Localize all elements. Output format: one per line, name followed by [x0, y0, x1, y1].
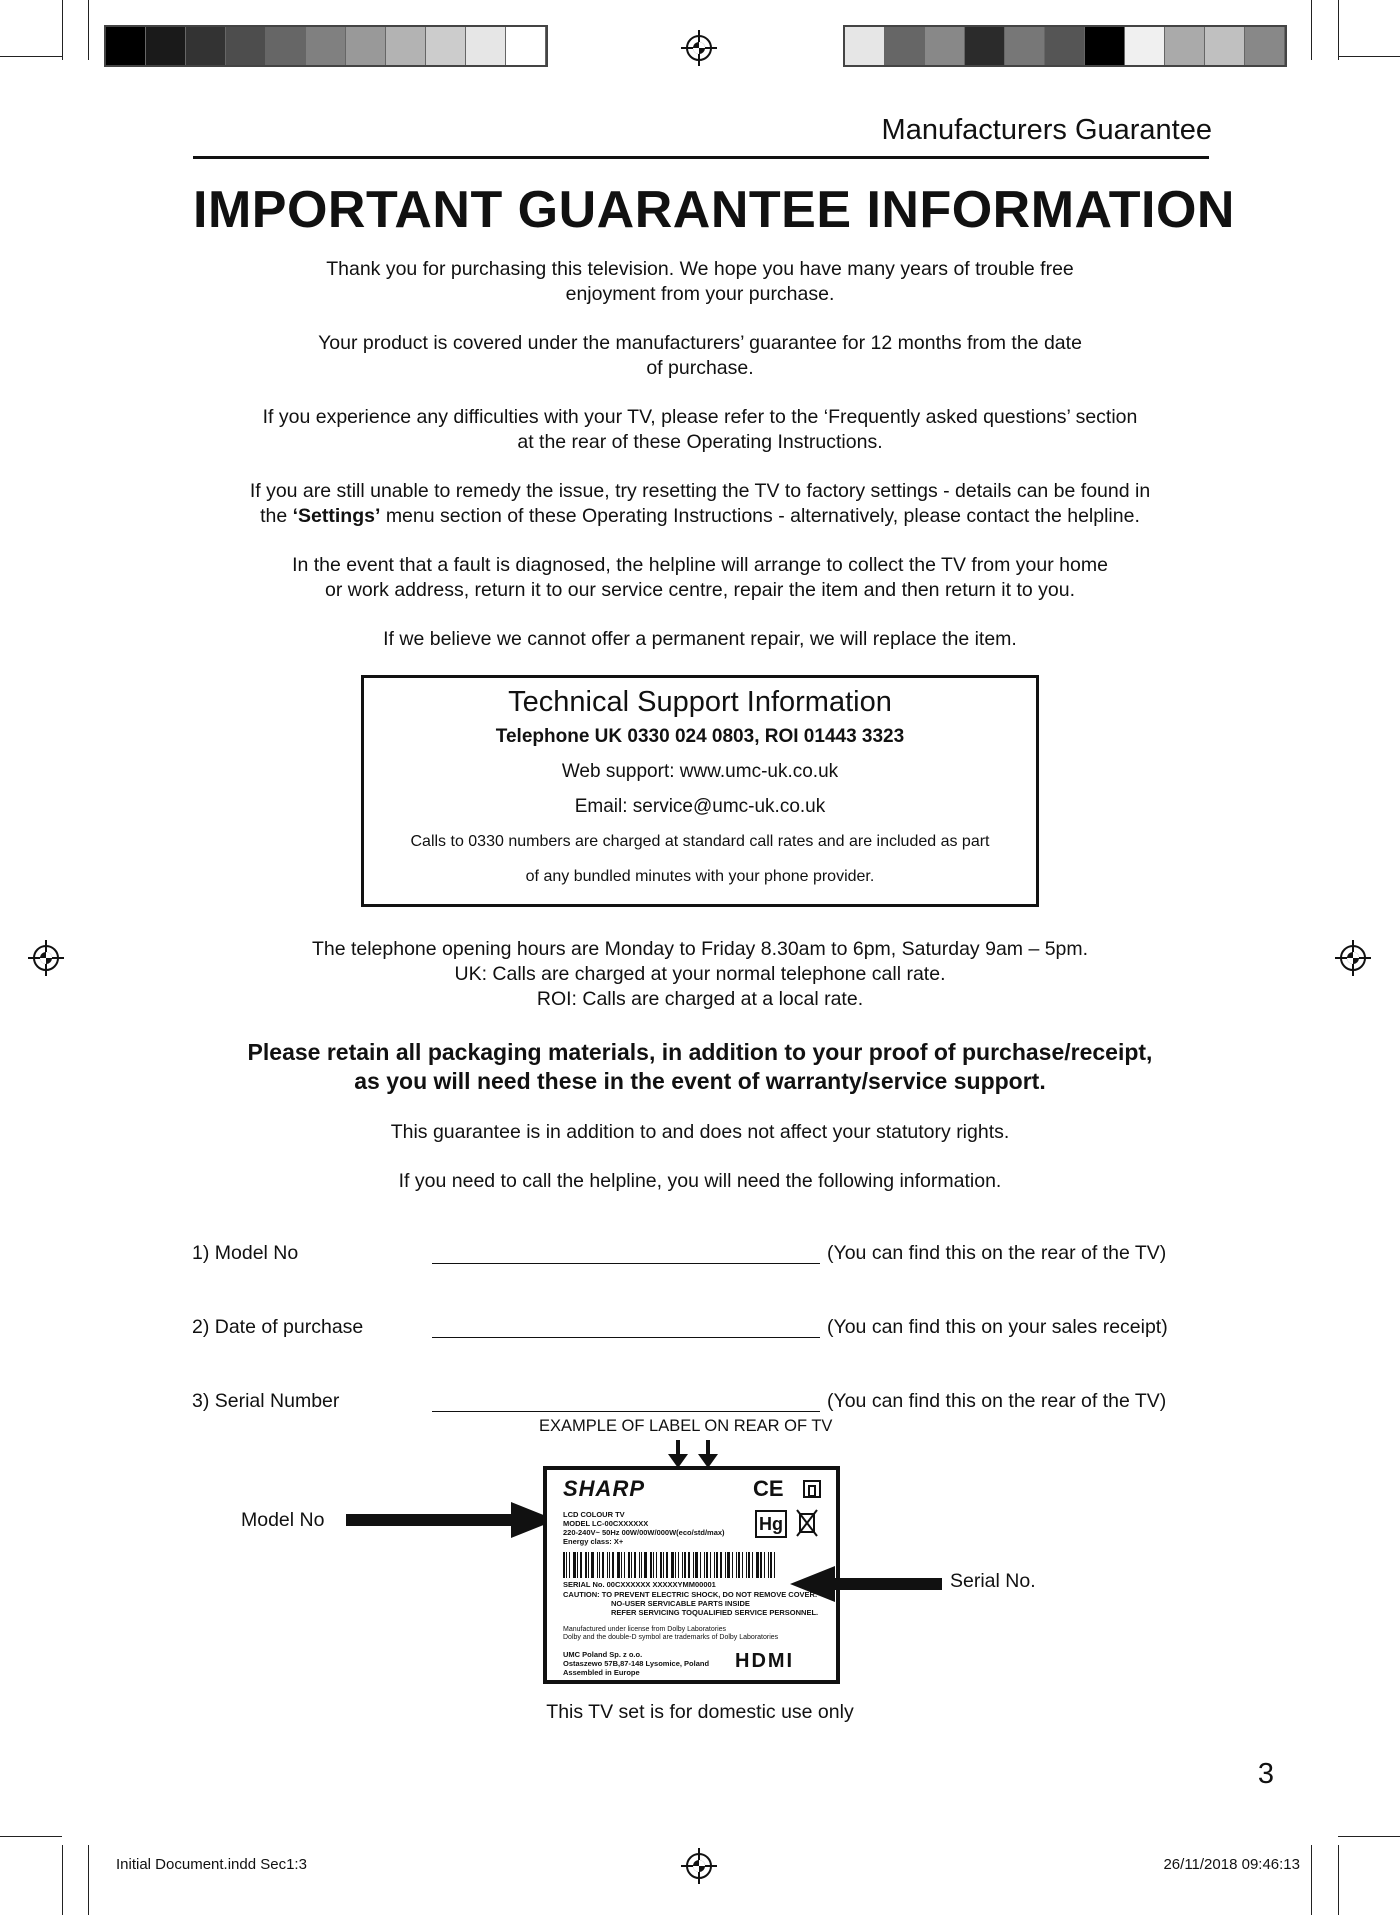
barcode-bar — [644, 1552, 647, 1578]
barcode-bar — [748, 1552, 750, 1578]
barcode-bar — [671, 1552, 674, 1578]
fault-paragraph — [160, 553, 1240, 603]
serial-number-label: 3) Serial Number — [192, 1390, 340, 1412]
registration-mark-icon — [1335, 940, 1371, 976]
barcode-bar — [573, 1552, 576, 1578]
crop-mark — [1338, 1845, 1339, 1915]
color-swatch — [106, 27, 146, 65]
barcode-bar — [639, 1552, 640, 1578]
label-line: 220-240V~ 50Hz 00W/00W/000W(eco/std/max) — [563, 1528, 725, 1537]
barcode-bar — [738, 1552, 740, 1578]
faq-paragraph — [160, 405, 1240, 455]
maker-line: Ostaszewo 57B,87-148 Lysomice, Poland — [563, 1659, 710, 1668]
text-line: at the rear of these Operating Instructions. — [517, 431, 883, 453]
barcode-bar — [621, 1552, 622, 1578]
maker-line: UMC Poland Sp. z o.o. — [563, 1650, 643, 1659]
caution-line: NO-USER SERVICABLE PARTS INSIDE — [611, 1599, 750, 1608]
barcode-bar — [700, 1552, 701, 1578]
barcode-bar — [756, 1552, 759, 1578]
caution-line: REFER SERVICING TOQUALIFIED SERVICE PERSONNEL. — [611, 1608, 819, 1617]
text-line: as you will need these in the event of warranty/service support. — [354, 1068, 1046, 1094]
text-line: Please retain all packaging materials, in addition to your proof of purchase/receipt, — [247, 1039, 1153, 1065]
barcode-bar — [597, 1552, 598, 1578]
model-no-label: 1) Model No — [192, 1242, 299, 1264]
barcode-bar — [660, 1552, 662, 1578]
color-swatch — [266, 27, 306, 65]
model-no-field[interactable] — [432, 1263, 820, 1264]
barcode-bar — [617, 1552, 620, 1578]
crop-mark — [1311, 0, 1312, 60]
color-swatch — [186, 27, 226, 65]
barcode-bar — [628, 1552, 630, 1578]
domestic-use-note: This TV set is for domestic use only — [546, 1701, 854, 1723]
crop-mark — [1338, 0, 1339, 60]
purchase-date-label: 2) Date of purchase — [192, 1316, 364, 1338]
barcode-bar — [607, 1552, 608, 1578]
dolby-line: Manufactured under license from Dolby Laboratories — [563, 1626, 727, 1633]
support-email: Email: service@umc-uk.co.uk — [574, 796, 826, 817]
color-swatch — [1005, 27, 1045, 65]
serial-number-hint: (You can find this on the rear of the TV) — [827, 1390, 1167, 1412]
color-swatch — [346, 27, 386, 65]
barcode-bar — [768, 1552, 769, 1578]
text-line: If you experience any difficulties with your TV, please refer to the ‘Frequently asked questions’ section — [262, 406, 1138, 428]
footer-timestamp: 26/11/2018 09:46:13 — [1163, 1856, 1300, 1873]
color-swatch — [226, 27, 266, 65]
color-swatch — [1045, 27, 1085, 65]
barcode-bar — [588, 1552, 589, 1578]
barcode-bar — [706, 1552, 708, 1578]
color-swatch — [1205, 27, 1245, 65]
support-note: Calls to 0330 numbers are charged at standard call rates and are included as part — [410, 833, 990, 850]
weee-bin-icon — [795, 1508, 819, 1538]
color-swatch — [1125, 27, 1165, 65]
text-line: ROI: Calls are charged at a local rate. — [536, 988, 864, 1010]
hdmi-logo: HDMI — [735, 1650, 795, 1672]
barcode-bar — [563, 1552, 565, 1578]
intro-paragraph — [160, 257, 1240, 307]
opening-hours — [160, 937, 1240, 1012]
barcode-bar — [641, 1552, 642, 1578]
barcode-bar — [609, 1552, 610, 1578]
barcode-bar — [760, 1552, 762, 1578]
serial-no-callout: Serial No. — [950, 1570, 1036, 1592]
barcode-bar — [650, 1552, 652, 1578]
color-swatch — [506, 27, 546, 65]
crop-mark — [62, 1845, 63, 1915]
footer-file-info: Initial Document.indd Sec1:3 — [116, 1856, 307, 1873]
barcode-bar — [591, 1552, 594, 1578]
barcode-bar — [599, 1552, 600, 1578]
barcode-bar — [695, 1552, 698, 1578]
text-line: In the event that a fault is diagnosed, the helpline will arrange to collect the TV from your home — [292, 554, 1108, 576]
text-line: The telephone opening hours are Monday to Friday 8.30am to 6pm, Saturday 9am – 5pm. — [311, 938, 1089, 960]
dolby-line: Dolby and the double-D symbol are trademarks of Dolby Laboratories — [563, 1634, 779, 1641]
barcode-bar — [752, 1552, 753, 1578]
support-note: of any bundled minutes with your phone provider. — [525, 868, 875, 885]
crop-mark — [62, 0, 63, 60]
barcode-bar — [774, 1552, 775, 1578]
retain-packaging-notice — [160, 1038, 1240, 1096]
helpline-info: If you need to call the helpline, you will need the following information. — [398, 1170, 1002, 1192]
registration-mark-icon — [681, 1848, 717, 1884]
text-line: enjoyment from your purchase. — [565, 283, 835, 305]
serial-number-field[interactable] — [432, 1411, 820, 1412]
text-line: If we believe we cannot offer a permanent repair, we will replace the item. — [383, 628, 1017, 650]
replace-paragraph — [160, 627, 1240, 652]
label-line: LCD COLOUR TV — [563, 1510, 625, 1519]
crop-mark — [0, 56, 62, 57]
maker-line: Assembled in Europe — [563, 1668, 640, 1677]
color-swatch — [426, 27, 466, 65]
caution-line: CAUTION: TO PREVENT ELECTRIC SHOCK, DO NOT REMOVE COVER. — [563, 1590, 818, 1599]
barcode-bar — [693, 1552, 694, 1578]
barcode-bar — [566, 1552, 567, 1578]
section-title: Manufacturers Guarantee — [881, 114, 1212, 146]
barcode-bar — [580, 1552, 582, 1578]
barcode-bar — [736, 1552, 737, 1578]
support-web: Web support: www.umc-uk.co.uk — [561, 761, 839, 782]
crop-mark — [0, 1836, 62, 1837]
reset-paragraph — [160, 479, 1240, 529]
text-line: the ‘Settings’ menu section of these Operating Instructions - alternatively, please contact the helpline. — [260, 505, 1140, 527]
color-swatch — [925, 27, 965, 65]
color-calibration-bar-right — [843, 25, 1287, 67]
barcode-bar — [727, 1552, 730, 1578]
color-swatch — [845, 27, 885, 65]
barcode-bar — [682, 1552, 683, 1578]
model-no-hint: (You can find this on the rear of the TV) — [827, 1242, 1167, 1264]
color-swatch — [1245, 27, 1285, 65]
barcode-bar — [710, 1552, 711, 1578]
barcode-bar — [716, 1552, 718, 1578]
color-swatch — [1085, 27, 1125, 65]
class-ii-icon — [803, 1480, 821, 1498]
barcode-bar — [631, 1552, 632, 1578]
mercury-icon: Hg — [755, 1510, 787, 1538]
purchase-date-field[interactable] — [432, 1337, 820, 1338]
barcode-bar — [678, 1552, 679, 1578]
barcode-bar — [634, 1552, 636, 1578]
registration-mark-icon — [681, 30, 717, 66]
barcode-bar — [746, 1552, 747, 1578]
barcode-bar — [770, 1552, 772, 1578]
support-telephone: Telephone UK 0330 024 0803, ROI 01443 3323 — [495, 726, 905, 747]
serial-barcode — [563, 1552, 803, 1578]
statutory-rights: This guarantee is in addition to and does not affect your statutory rights. — [390, 1121, 1010, 1143]
purchase-date-hint: (You can find this on your sales receipt) — [827, 1316, 1168, 1338]
settings-term: ‘Settings’ — [292, 505, 381, 527]
technical-support-box — [361, 675, 1039, 907]
crop-mark — [88, 0, 89, 60]
label-example-caption: EXAMPLE OF LABEL ON REAR OF TV — [539, 1417, 833, 1435]
crop-mark — [1311, 1845, 1312, 1915]
crop-mark — [1338, 1836, 1400, 1837]
barcode-bar — [684, 1552, 686, 1578]
model-no-callout: Model No — [241, 1509, 325, 1531]
text-line: UK: Calls are charged at your normal telephone call rate. — [454, 963, 946, 985]
text-line: Thank you for purchasing this television. We hope you have many years of trouble free — [326, 258, 1074, 280]
barcode-bar — [675, 1552, 676, 1578]
barcode-bar — [577, 1552, 578, 1578]
page-title: IMPORTANT GUARANTEE INFORMATION — [193, 181, 1235, 239]
barcode-bar — [585, 1552, 587, 1578]
color-swatch — [306, 27, 346, 65]
arrow-right-icon — [346, 1502, 556, 1538]
text-line: Your product is covered under the manufacturers’ guarantee for 12 months from the date — [318, 332, 1082, 354]
text-line: If you are still unable to remedy the issue, try resetting the TV to factory settings - details can be found in — [249, 480, 1151, 502]
barcode-bar — [602, 1552, 604, 1578]
barcode-bar — [704, 1552, 705, 1578]
color-swatch — [466, 27, 506, 65]
color-swatch — [146, 27, 186, 65]
barcode-bar — [720, 1552, 722, 1578]
registration-mark-icon — [28, 940, 64, 976]
barcode-bar — [688, 1552, 690, 1578]
crop-mark — [1338, 56, 1400, 57]
crop-mark — [88, 1845, 89, 1915]
barcode-bar — [742, 1552, 743, 1578]
barcode-bar — [725, 1552, 726, 1578]
guarantee-paragraph — [160, 331, 1240, 381]
barcode-bar — [569, 1552, 570, 1578]
color-calibration-bar-left — [104, 25, 548, 67]
barcode-bar — [653, 1552, 654, 1578]
barcode-bar — [612, 1552, 614, 1578]
support-title: Technical Support Information — [508, 686, 892, 718]
text-line: of purchase. — [646, 357, 754, 379]
page-number: 3 — [1257, 1758, 1274, 1790]
text-line: or work address, return it to our service centre, repair the item and then return it to you. — [324, 579, 1076, 601]
barcode-bar — [714, 1552, 715, 1578]
arrow-left-icon — [790, 1566, 942, 1602]
color-swatch — [885, 27, 925, 65]
label-line: MODEL LC-00CXXXXXX — [563, 1519, 649, 1528]
barcode-bar — [656, 1552, 657, 1578]
serial-line: SERIAL No. 00CXXXXXX XXXXXYMM00001 — [563, 1580, 716, 1589]
barcode-bar — [666, 1552, 668, 1578]
header-divider — [193, 156, 1209, 159]
barcode-bar — [732, 1552, 733, 1578]
color-swatch — [386, 27, 426, 65]
label-line: Energy class: X+ — [563, 1537, 624, 1546]
brand-logo: SHARP — [563, 1476, 646, 1501]
color-swatch — [1165, 27, 1205, 65]
color-swatch — [965, 27, 1005, 65]
barcode-bar — [764, 1552, 765, 1578]
barcode-bar — [624, 1552, 625, 1578]
barcode-bar — [663, 1552, 664, 1578]
ce-mark: CE — [753, 1476, 784, 1501]
